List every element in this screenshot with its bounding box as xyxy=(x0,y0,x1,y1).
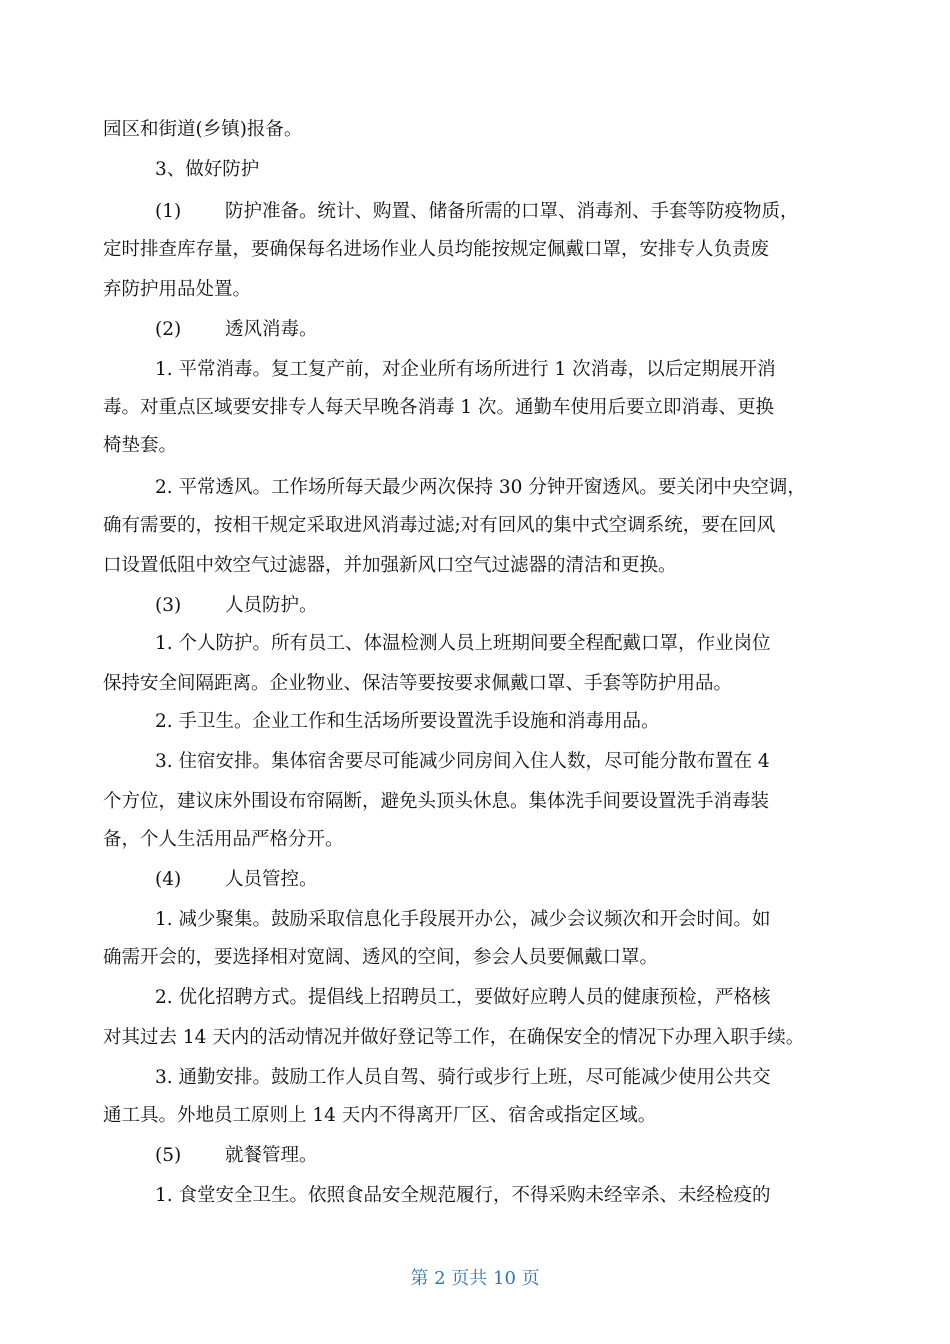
text-line: 定时排查库存量，要确保每名进场作业人员均能按规定佩戴口罩，安排专人负责废 xyxy=(103,239,770,260)
text-line: 个方位，建议床外围设布帘隔断，避免头顶头休息。集体洗手间要设置洗手消毒装 xyxy=(103,791,770,812)
item-number: (4) xyxy=(155,869,182,890)
text-line: 口设置低阻中效空气过滤器，并加强新风口空气过滤器的清洁和更换。 xyxy=(103,555,677,576)
item-text: 人员管控。 xyxy=(225,869,318,890)
item-number: (2) xyxy=(155,319,182,340)
item-text: 防护准备。统计、购置、储备所需的口罩、消毒剂、手套等防疫物质， xyxy=(225,201,799,222)
text-line: 保持安全间隔距离。企业物业、保洁等要按要求佩戴口罩、手套等防护用品。 xyxy=(103,673,733,694)
text-line: 备，个人生活用品严格分开。 xyxy=(103,829,344,850)
text-line: 1. 个人防护。所有员工、体温检测人员上班期间要全程配戴口罩，作业岗位 xyxy=(155,633,771,654)
item-number: (3) xyxy=(155,595,182,616)
text-line: 确有需要的，按相干规定采取进风消毒过滤;对有回风的集中式空调系统，要在回风 xyxy=(103,515,776,536)
item-number: (1) xyxy=(155,201,182,222)
numbered-item xyxy=(155,1144,915,1168)
section-heading: 3、做好防护 xyxy=(155,159,260,180)
numbered-item xyxy=(155,200,915,224)
text-line: 通工具。外地员工原则上 14 天内不得离开厂区、宿舍或指定区域。 xyxy=(103,1105,657,1126)
item-text: 就餐管理。 xyxy=(225,1145,318,1166)
text-line: 3. 住宿安排。集体宿舍要尽可能减少同房间入住人数，尽可能分散布置在 4 xyxy=(155,751,770,772)
numbered-item xyxy=(155,594,915,618)
text-line: 1. 平常消毒。复工复产前，对企业所有场所进行 1 次消毒，以后定期展开消 xyxy=(155,359,776,380)
text-line: 1. 减少聚集。鼓励采取信息化手段展开办公，减少会议频次和开会时间。如 xyxy=(155,909,771,930)
item-text: 人员防护。 xyxy=(225,595,318,616)
numbered-item xyxy=(155,868,915,892)
text-line: 2. 优化招聘方式。提倡线上招聘员工，要做好应聘人员的健康预检，严格核 xyxy=(155,987,771,1008)
page-number-footer: 第 2 页共 10 页 xyxy=(410,1268,540,1289)
text-line: 对其过去 14 天内的活动情况并做好登记等工作，在确保安全的情况下办理入职手续。 xyxy=(103,1027,805,1048)
text-line: 2. 平常透风。工作场所每天最少两次保持 30 分钟开窗透风。要关闭中央空调， xyxy=(155,477,806,498)
text-line: 3. 通勤安排。鼓励工作人员自驾、骑行或步行上班，尽可能减少使用公共交 xyxy=(155,1067,771,1088)
text-line: 弃防护用品处置。 xyxy=(103,279,252,300)
text-line: 椅垫套。 xyxy=(103,435,178,456)
item-number: (5) xyxy=(155,1145,182,1166)
text-line: 1. 食堂安全卫生。依照食品安全规范履行，不得采购未经宰杀、未经检疫的 xyxy=(155,1185,771,1206)
text-line: 园区和街道(乡镇)报备。 xyxy=(103,119,303,140)
item-text: 透风消毒。 xyxy=(225,319,318,340)
numbered-item xyxy=(155,318,915,342)
text-line: 确需开会的，要选择相对宽阔、透风的空间，参会人员要佩戴口罩。 xyxy=(103,947,659,968)
text-line: 毒。对重点区域要安排专人每天早晚各消毒 1 次。通勤车使用后要立即消毒、更换 xyxy=(103,397,775,418)
text-line: 2. 手卫生。企业工作和生活场所要设置洗手设施和消毒用品。 xyxy=(155,711,660,732)
